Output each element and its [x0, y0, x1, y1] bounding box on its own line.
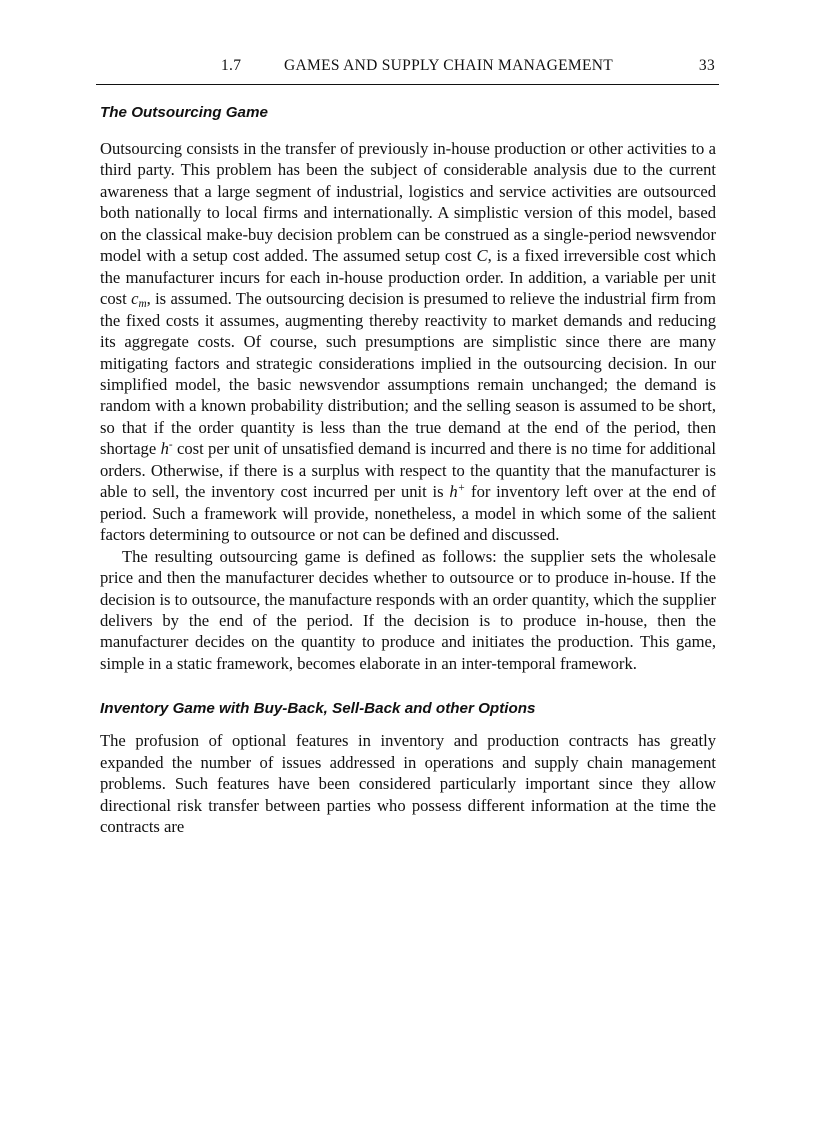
text-run: , is a fixed irreversible cost which the manufacturer incurs for each in-house production order. In addition, a variable per unit cost — [100, 246, 716, 309]
math-base: h — [449, 482, 458, 502]
section-number: 1.7 — [221, 57, 242, 74]
page-number: 33 — [698, 57, 715, 74]
paragraph-inventory-options: The profusion of optional features in inventory and production contracts has greatly expanded the number of issues addressed in operations and supply chain management problems. Such features have been considered particularly important since they allow directional risk transfer between parties who possess different information at the time the contracts are — [100, 731, 716, 837]
math-inventory-cost — [449, 482, 465, 501]
math-shortage-cost — [161, 439, 173, 458]
text-run: , is assumed. The outsourcing decision is presumed to relieve the industrial firm from the fixed costs it assumes, augmenting thereby reactivity to market demands and reducing its aggregate costs. Of course, such presumptions are simplistic since there are many mitigating factors and strategic considerations implied in the outsourcing decision. In our simplified model, the basic newsvendor assumptions remain unchanged; the demand is random with a known probability distribution; and the selling season is assumed to be short, so that if the order quantity is less than the true demand at the end of the period, then shortage — [100, 289, 716, 459]
running-head — [96, 57, 719, 77]
math-base: h — [160, 439, 169, 459]
paragraph-outsourcing-intro — [100, 138, 716, 546]
math-superscript: + — [457, 482, 466, 495]
running-head-title: GAMES AND SUPPLY CHAIN MANAGEMENT — [284, 57, 613, 74]
header-rule — [96, 84, 719, 85]
section-heading-outsourcing-game: The Outsourcing Game — [100, 104, 268, 121]
text-run: for inventory left over at the end of period. Such a framework will provide, nonetheless, a model in which some of the salient factors determining to outsource or not can be defined and discussed. — [100, 482, 716, 545]
section-heading-inventory-game: Inventory Game with Buy-Back, Sell-Back and other Options — [100, 700, 536, 718]
math-base: c — [131, 289, 139, 309]
math-unit-cost — [131, 289, 147, 308]
page-body — [100, 101, 716, 838]
text-run: cost per unit of unsatisfied demand is incurred and there is no time for additional orders. Otherwise, if there is a surplus with respect to the quantity that the manufacturer is able to sell, the inventory cost incurred per unit is — [100, 439, 716, 502]
math-superscript: - — [168, 439, 173, 452]
math-setup-cost: C — [476, 246, 488, 266]
math-subscript: m — [138, 297, 147, 310]
paragraph-outsourcing-game-definition: The resulting outsourcing game is defined as follows: the supplier sets the wholesale price and then the manufacturer decides whether to outsource or to produce in-house. If the decision is to outsource, the manufacture responds with an order quantity, which the supplier delivers by the end of the period. If the decision is to produce in-house, then the manufacturer decides on the quantity to produce and initiates the production. This game, simple in a static framework, becomes elaborate in an inter-temporal framework. — [100, 546, 716, 673]
text-run: Outsourcing consists in the transfer of previously in-house production or other activities to a third party. This problem has been the subject of considerable analysis due to the current awareness that a large segment of industrial, logistics and service activities are outsourced both nationally to local firms and internationally. A simplistic version of this model, based on the classical make-buy decision problem can be construed as a single-period newsvendor model with a setup cost added. The assumed setup cost — [100, 139, 716, 266]
